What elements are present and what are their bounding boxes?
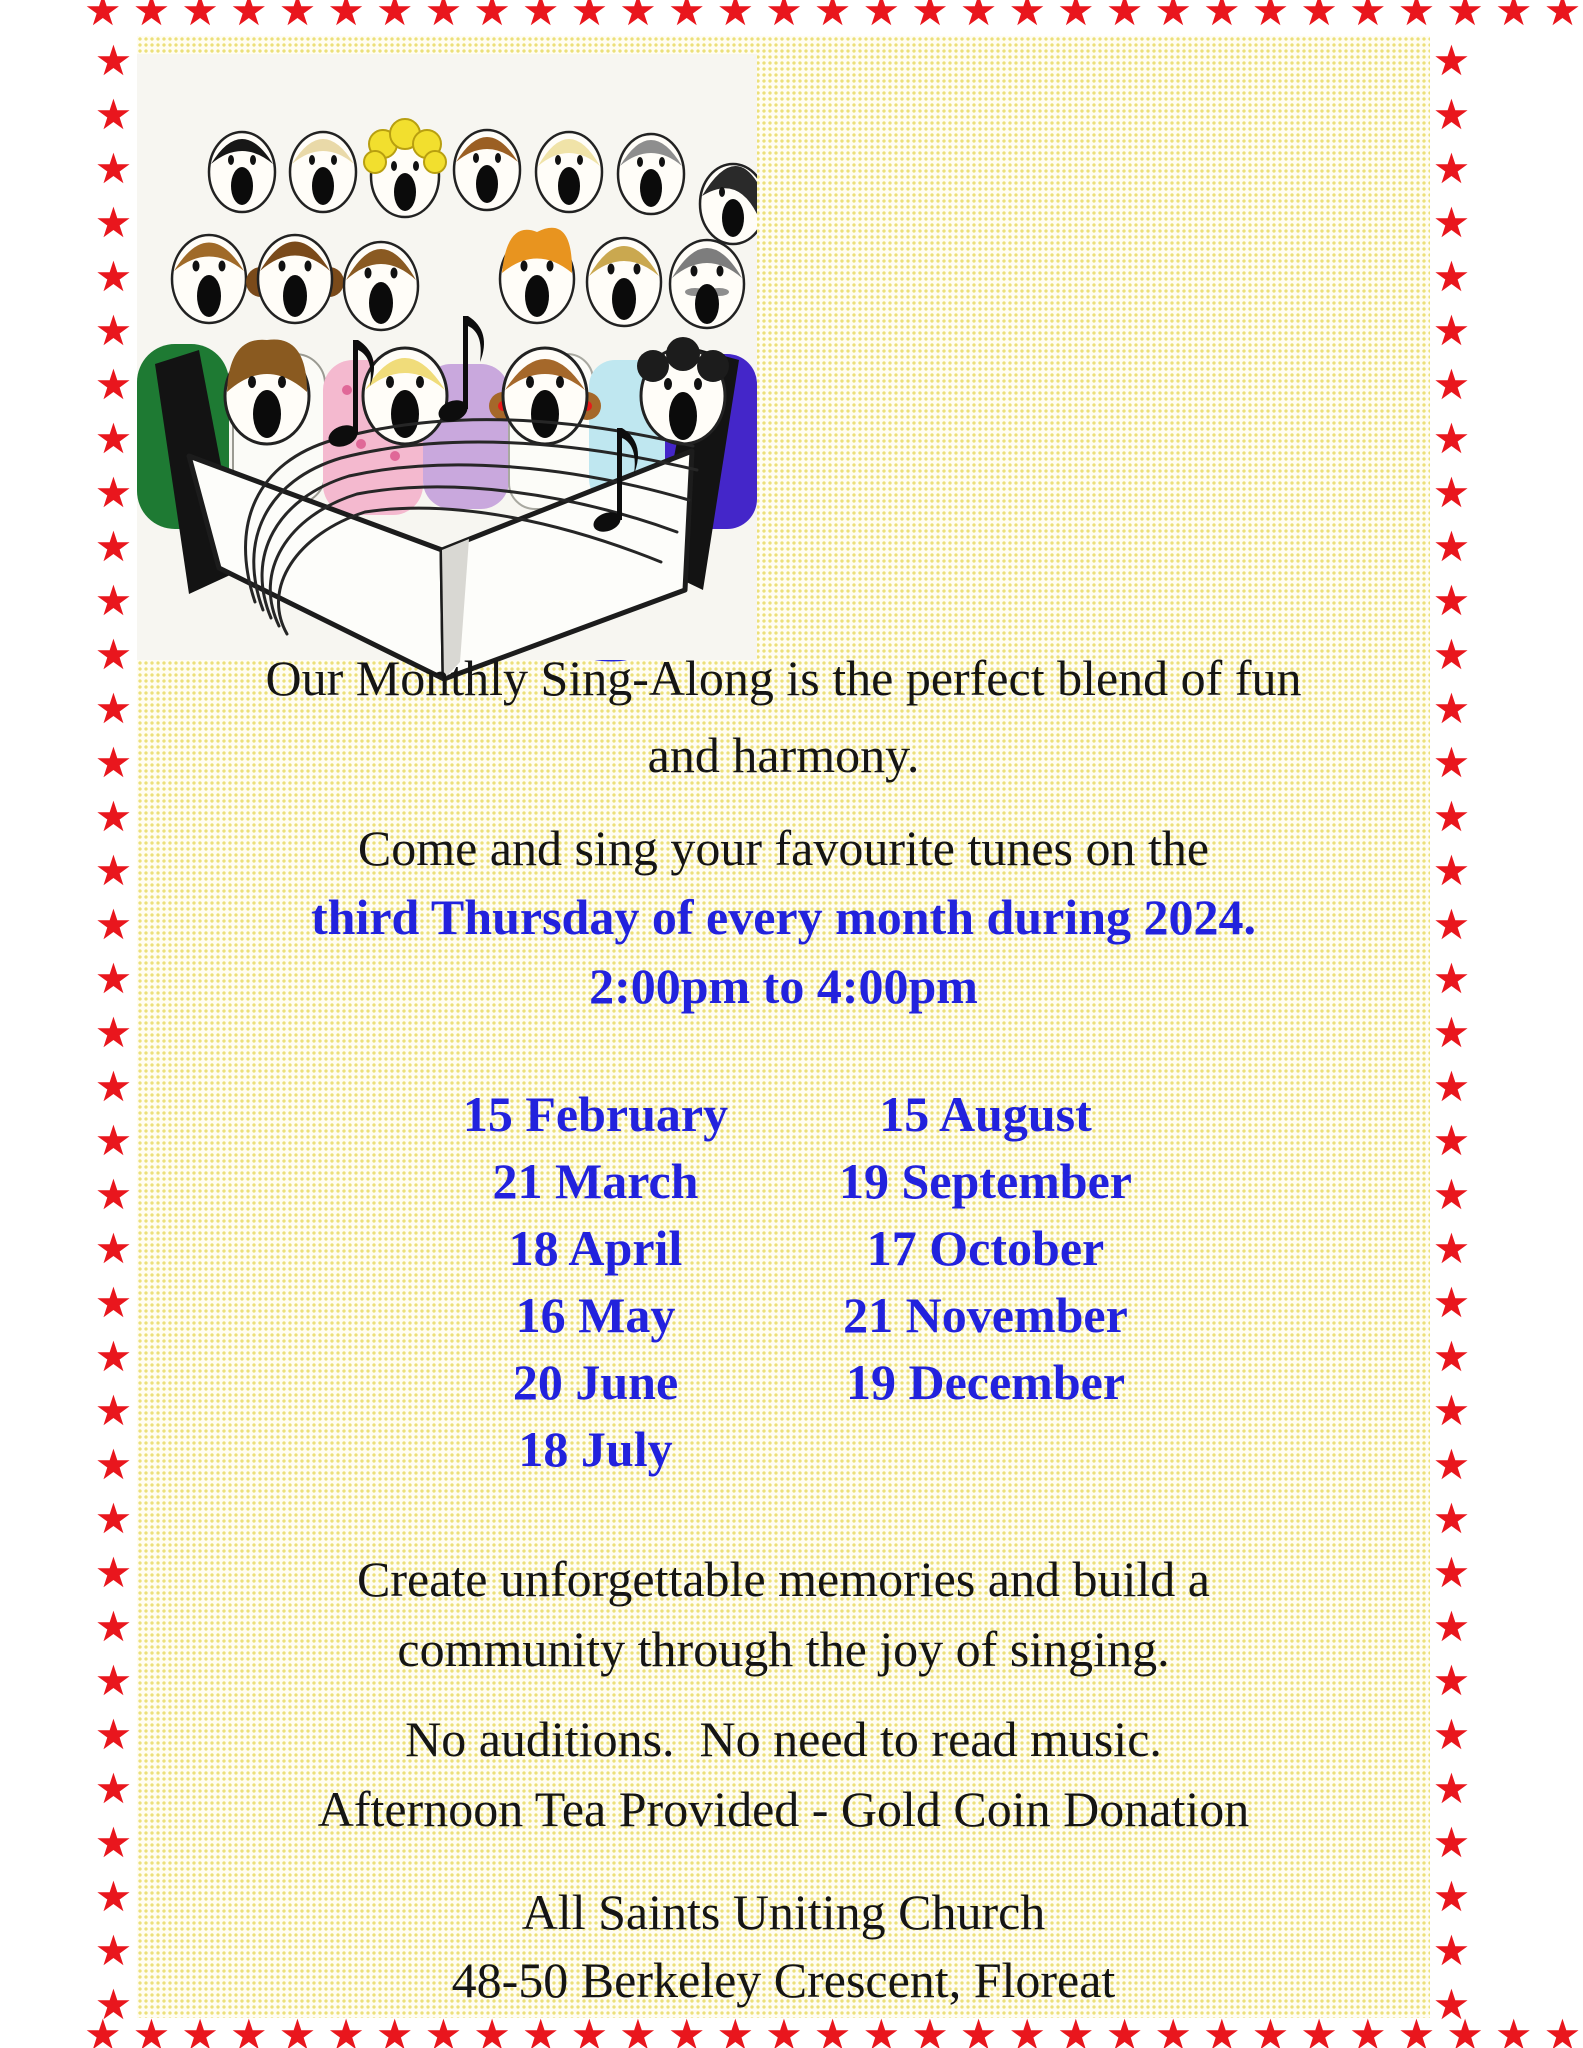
date-item: 18 July	[518, 1421, 673, 1477]
tea-line: Afternoon Tea Provided - Gold Coin Donation	[317, 1781, 1250, 1837]
time-line: 2:00pm to 4:00pm	[589, 958, 978, 1014]
date-item: 15 February	[462, 1086, 729, 1142]
dates-list	[137, 1081, 1430, 1483]
community-line-2: community through the joy of singing.	[397, 1621, 1170, 1677]
venue-name: All Saints Uniting Church	[521, 1884, 1046, 1940]
intro-text	[137, 640, 1430, 794]
date-item: 15 August	[879, 1086, 1092, 1142]
choir-singing-illustration	[137, 54, 757, 694]
star-border-bottom	[84, 2014, 1583, 2048]
venue-block	[137, 1878, 1430, 2014]
date-item: 18 April	[508, 1220, 683, 1276]
star-border-right	[1428, 36, 1474, 2022]
date-item: 16 May	[515, 1287, 676, 1343]
star-border-top	[84, 0, 1583, 36]
dates-column-left	[416, 1081, 776, 1483]
venue-address: 48-50 Berkeley Crescent, Floreat	[451, 1952, 1116, 2008]
date-item: 21 March	[492, 1153, 699, 1209]
community-line-1: Create unforgettable memories and build a	[357, 1551, 1210, 1607]
date-item: 20 June	[512, 1354, 679, 1410]
schedule-line: third Thursday of every month during 2024.	[310, 889, 1257, 945]
community-text	[137, 1544, 1430, 1684]
date-item: 21 November	[843, 1287, 1128, 1343]
intro-line-2: and harmony.	[647, 727, 920, 783]
dates-column-right	[786, 1081, 1186, 1483]
choir-clipart	[137, 54, 757, 694]
star-border-left	[90, 36, 136, 2022]
invite-line: Come and sing your favourite tunes on the	[357, 820, 1210, 876]
auditions-line: No auditions. No need to read music.	[405, 1711, 1162, 1767]
date-item: 19 September	[839, 1153, 1132, 1209]
details-block	[137, 1704, 1430, 1844]
intro-line-1: Our Monthly Sing-Along is the perfect blend of fun	[265, 650, 1302, 706]
flyer-body	[137, 36, 1430, 2018]
schedule-block	[137, 814, 1430, 1021]
date-item: 19 December	[845, 1354, 1126, 1410]
date-item: 17 October	[866, 1220, 1105, 1276]
